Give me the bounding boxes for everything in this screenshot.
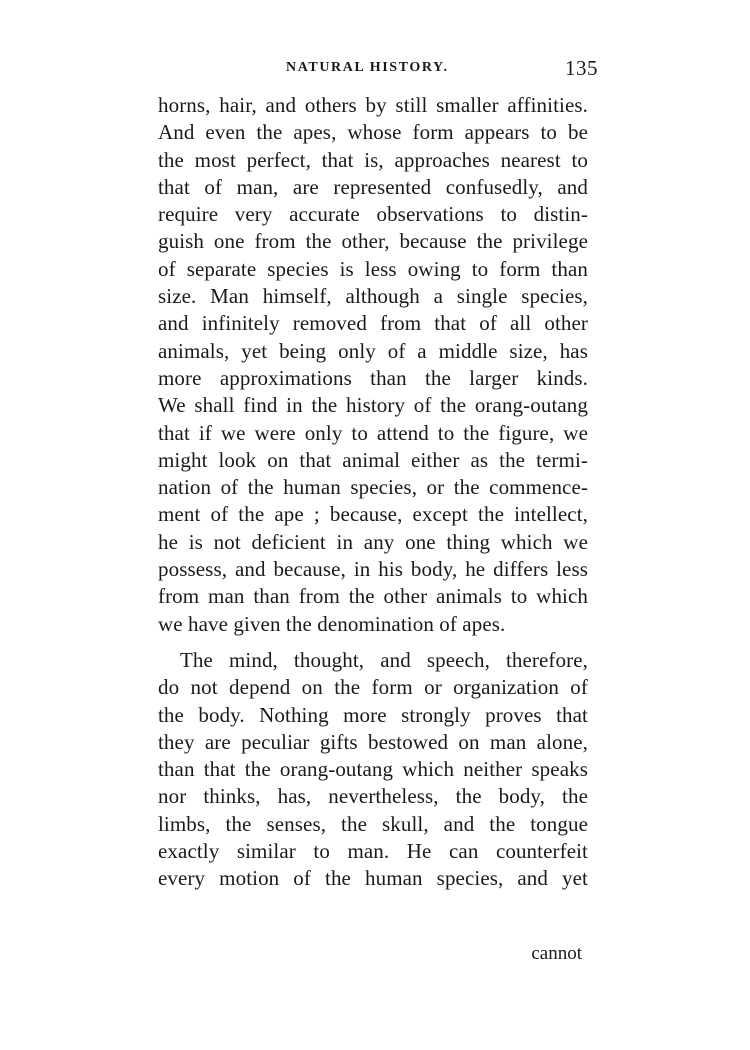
running-head — [158, 58, 598, 82]
text-line: we have given the denomination of apes. — [158, 611, 506, 636]
paragraph-2 — [158, 647, 588, 893]
text-line: every motion of the human species, and yet — [158, 866, 588, 891]
text-line: possess, and because, in his body, he differs less — [158, 557, 588, 582]
text-line: the body. Nothing more strongly proves that — [158, 702, 588, 727]
text-line: he is not deficient in any one thing which we — [158, 529, 588, 554]
paragraph-gap — [158, 638, 588, 647]
text-line: limbs, the senses, the skull, and the tongue — [158, 811, 588, 836]
text-line: nor thinks, has, nevertheless, the body, the — [158, 784, 588, 809]
body-text — [158, 92, 588, 893]
text-line: We shall find in the history of the orang-outang — [158, 393, 588, 418]
text-line: animals, yet being only of a middle size, has — [158, 338, 588, 363]
text-line: of separate species is less owing to form than — [158, 256, 588, 281]
text-line: exactly similar to man. He can counterfeit — [158, 839, 588, 864]
text-line: The mind, thought, and speech, therefore, — [180, 647, 588, 672]
text-line: than that the orang-outang which neither speaks — [158, 757, 588, 782]
catchword: cannot — [531, 943, 582, 964]
text-line: they are peculiar gifts bestowed on man alone, — [158, 729, 588, 754]
text-line: require very accurate observations to distin- — [158, 202, 588, 227]
text-line: and infinitely removed from that of all other — [158, 311, 588, 336]
text-line: more approximations than the larger kinds. — [158, 365, 588, 390]
text-line: guish one from the other, because the privilege — [158, 229, 588, 254]
text-line: that of man, are represented confusedly, and — [158, 174, 588, 199]
text-line: ment of the ape ; because, except the intellect, — [158, 502, 588, 527]
text-line: nation of the human species, or the commence- — [158, 475, 588, 500]
text-line: that if we were only to attend to the figure, we — [158, 420, 588, 445]
running-head-title: NATURAL HISTORY. — [286, 60, 449, 75]
text-line: horns, hair, and others by still smaller affinities. — [158, 93, 588, 117]
text-line: do not depend on the form or organization of — [158, 675, 588, 700]
text-line: the most perfect, that is, approaches nearest to — [158, 147, 588, 172]
paragraph-1 — [158, 92, 588, 638]
text-line: And even the apes, whose form appears to be — [158, 120, 588, 145]
text-line: size. Man himself, although a single species, — [158, 284, 588, 309]
page-number: 135 — [565, 56, 598, 80]
text-line: might look on that animal either as the termi- — [158, 447, 588, 472]
text-line: from man than from the other animals to which — [158, 584, 588, 609]
